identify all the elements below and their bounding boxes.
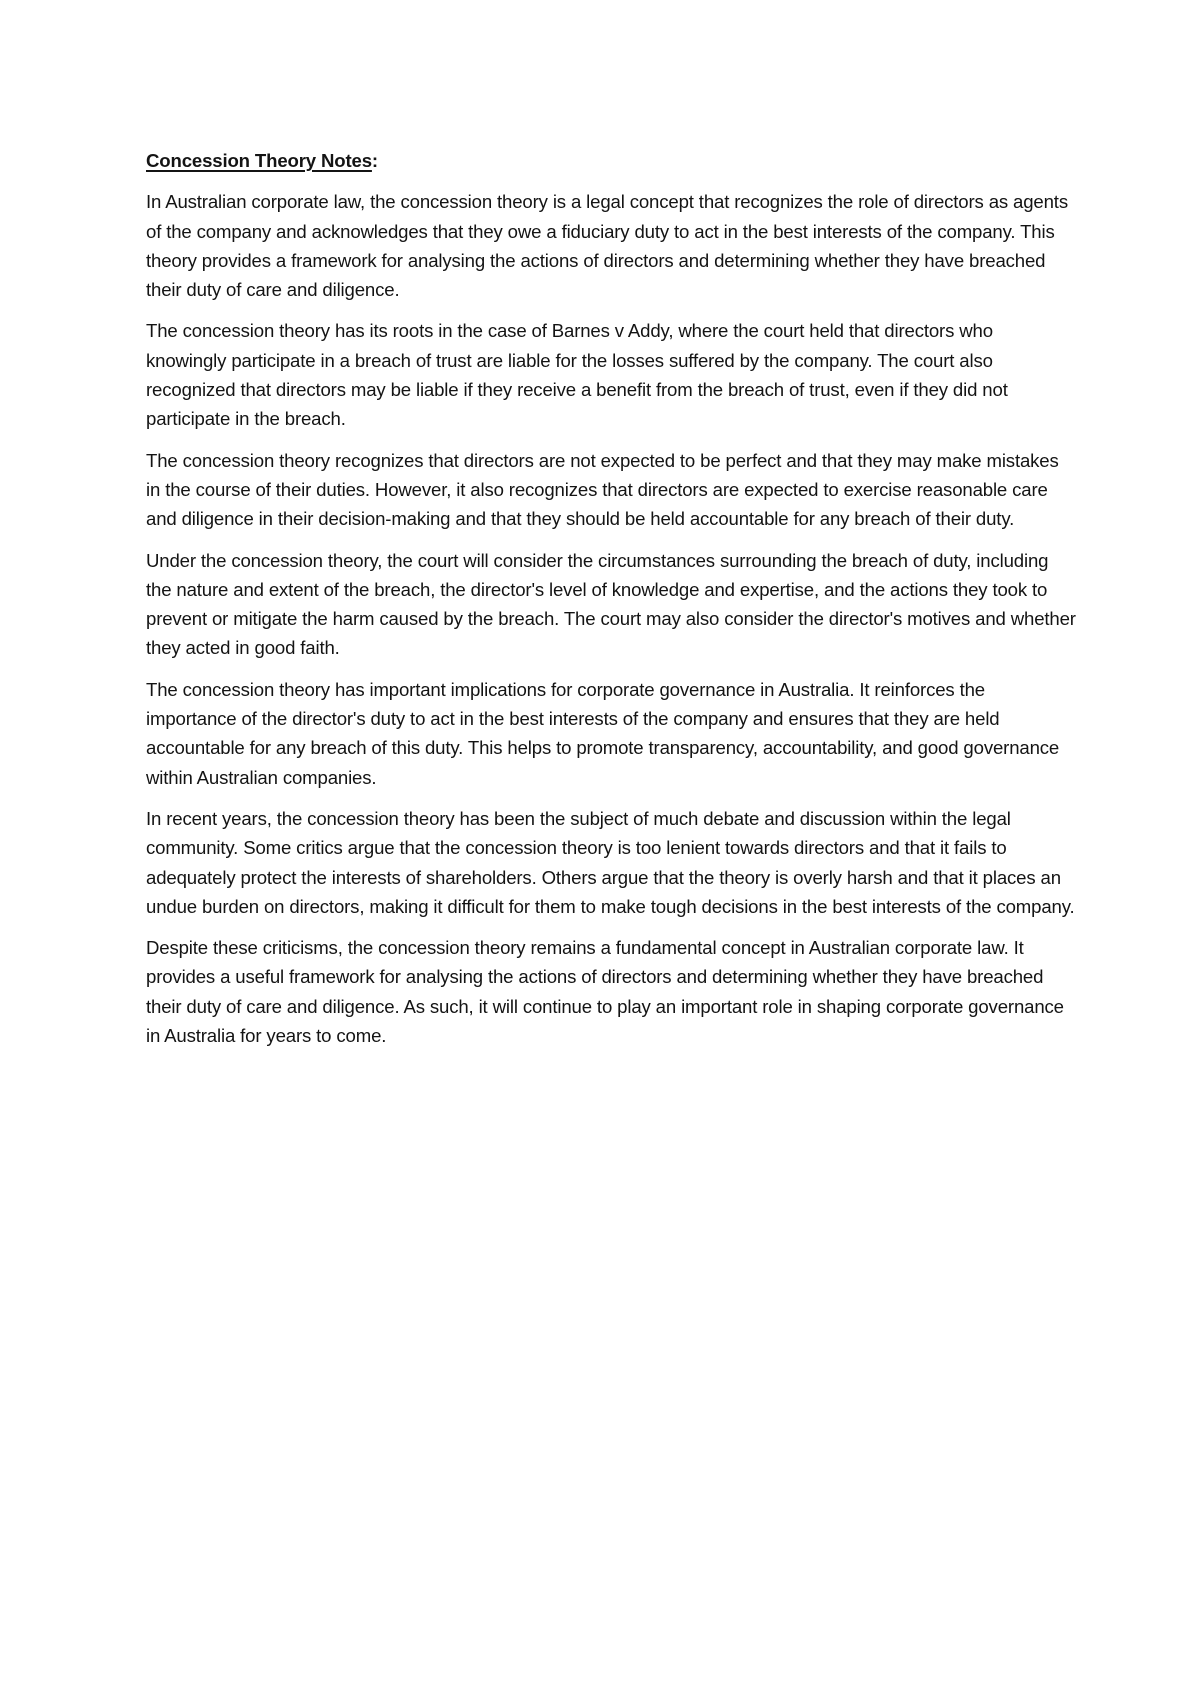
document-title-colon: : bbox=[371, 150, 378, 171]
document-body bbox=[146, 146, 1076, 1062]
paragraph-conclusion: Despite these criticisms, the concession theory remains a fundamental concept in Australian corporate law. It provides a useful framework for analysing the actions of directors and determining whether they have breached their duty of care and diligence. As such, it will continue to play an important role in shaping corporate governance in Australia for years to come. bbox=[146, 937, 1064, 1047]
document-title: Concession Theory Notes bbox=[146, 150, 372, 171]
paragraph-barnes-v-addy: The concession theory has its roots in the case of Barnes v Addy, where the court held that directors who knowingly participate in a breach of trust are liable for the losses suffered by the company. The court also recognized that directors may be liable if they receive a benefit from the breach of trust, even if they did not participate in the breach. bbox=[146, 320, 1008, 430]
paragraph-court-considerations: Under the concession theory, the court will consider the circumstances surrounding the breach of duty, including the nature and extent of the breach, the director's level of knowledge and expertise, and the actions they took to prevent or mitigate the harm caused by the breach. The court may also consider the director's motives and whether they acted in good faith. bbox=[146, 549, 1076, 659]
paragraph-governance-implications: The concession theory has important implications for corporate governance in Australia. It reinforces the importance of the director's duty to act in the best interests of the company and ensures that they are held accountable for any breach of this duty. This helps to promote transparency, accountability, and good governance within Australian companies. bbox=[146, 678, 1060, 788]
paragraph-reasonable-care: The concession theory recognizes that directors are not expected to be perfect and that they may make mistakes in the course of their duties. However, it also recognizes that directors are expected to exercise reasonable care and diligence in their decision-making and that they should be held accountable for any breach of their duty. bbox=[146, 449, 1059, 530]
paragraph-debate: In recent years, the concession theory has been the subject of much debate and discussion within the legal community. Some critics argue that the concession theory is too lenient towards directors and that it fails to adequately protect the interests of shareholders. Others argue that the theory is overly harsh and that it places an undue burden on directors, making it difficult for them to make tough decisions in the best interests of the company. bbox=[146, 807, 1075, 917]
paragraph-intro: In Australian corporate law, the concession theory is a legal concept that recognizes the role of directors as agents of the company and acknowledges that they owe a fiduciary duty to act in the best interests of the company. This theory provides a framework for analysing the actions of directors and determining whether they have breached their duty of care and diligence. bbox=[146, 191, 1068, 301]
document-heading bbox=[146, 146, 1076, 175]
